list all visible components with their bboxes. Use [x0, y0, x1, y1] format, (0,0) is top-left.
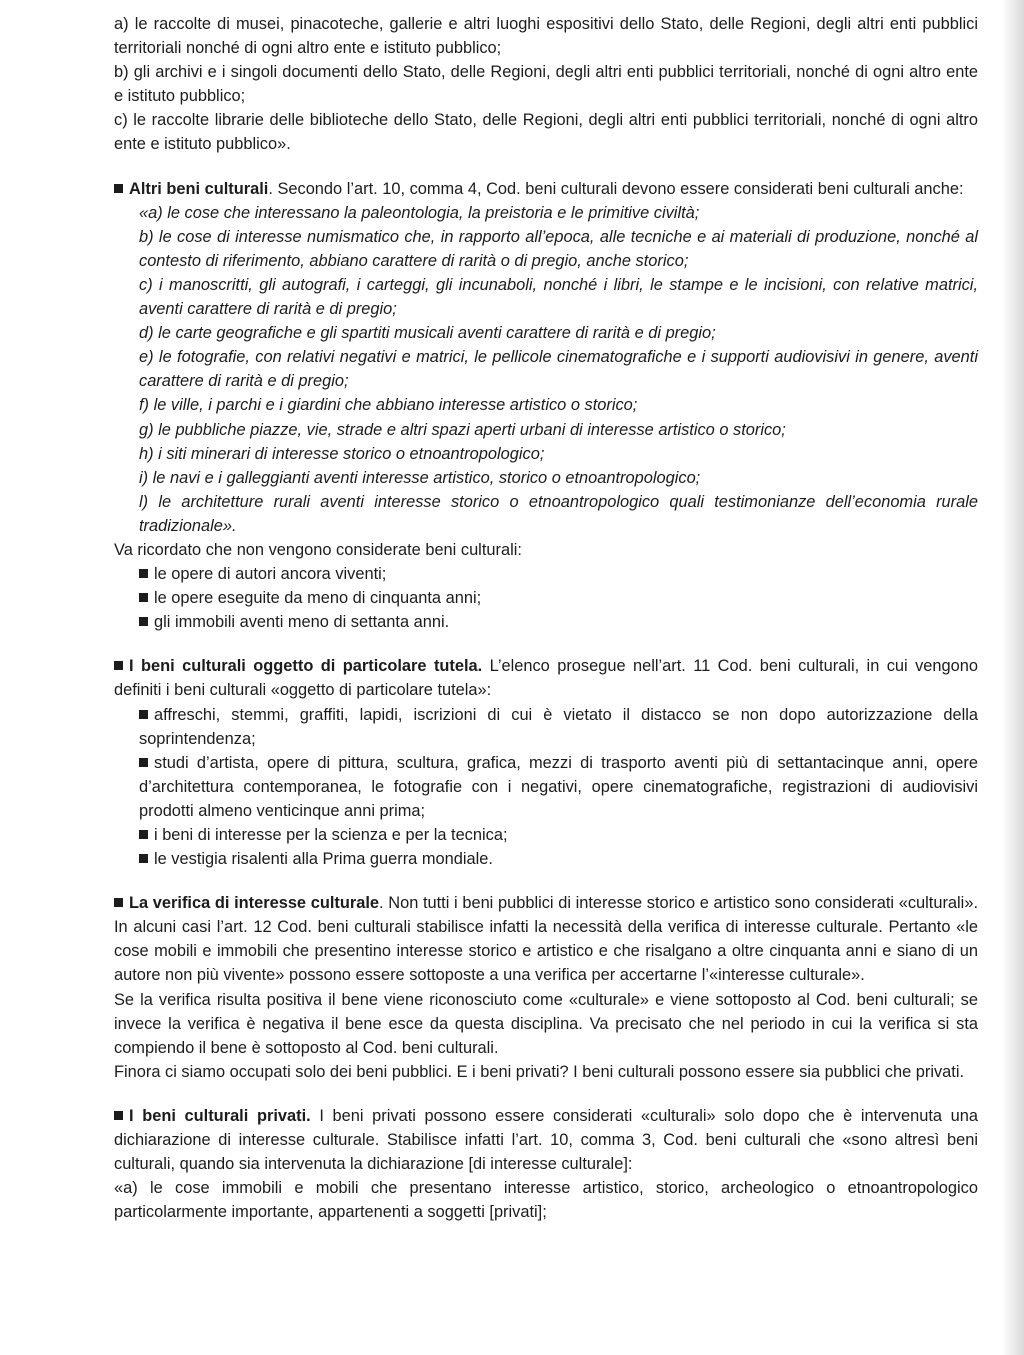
square-bullet-icon	[114, 898, 123, 907]
square-bullet-icon	[139, 593, 148, 602]
tutela-item: i beni di interesse per la scienza e per la tecnica;	[114, 823, 978, 847]
section-altri-intro	[114, 177, 978, 201]
square-bullet-icon	[139, 569, 148, 578]
square-bullet-icon	[139, 830, 148, 839]
list-item: f) le ville, i parchi e i giardini che abbiano interesse artistico o storico;	[139, 396, 638, 415]
square-bullet-icon	[139, 758, 148, 767]
list-item: h) i siti minerari di interesse storico o etnoantropologico;	[139, 444, 545, 463]
section-tutela-heading: I beni culturali oggetto di particolare tutela.	[129, 657, 483, 676]
tutela-item: studi d’artista, opere di pittura, scultura, grafica, mezzi di trasporto aventi più di settantacinque anni, opere d’architettura contemporanea, le fotografie con i negativi, opere cinematografiche, registrazioni di audiovisivi prodotti almeno venticinque anni prima;	[139, 753, 978, 820]
square-bullet-icon	[139, 617, 148, 626]
exclusion-item: le opere eseguite da meno di cinquanta anni;	[114, 586, 978, 610]
list-item: «a) le cose che interessano la paleontologia, la preistoria e le primitive civiltà;	[139, 203, 700, 222]
square-bullet-icon	[139, 854, 148, 863]
list-item: g) le pubbliche piazze, vie, strade e altri spazi aperti urbani di interesse artistico o storico;	[139, 420, 786, 439]
tutela-item: affreschi, stemmi, graffiti, lapidi, iscrizioni di cui è vietato il distacco se non dopo autorizzazione della soprintendenza;	[139, 705, 978, 748]
tutela-item: le vestigia risalenti alla Prima guerra mondiale.	[114, 847, 978, 871]
intro-item-a: a) le raccolte di musei, pinacoteche, gallerie e altri luoghi espositivi dello Stato, delle Regioni, degli altri enti pubblici territoriali nonché di ogni altro ente e istituto pubblico;	[114, 15, 978, 58]
section-verifica-intro	[114, 891, 978, 987]
document-page	[114, 12, 978, 1224]
section-altri-heading: Altri beni culturali	[129, 179, 269, 198]
square-bullet-icon	[139, 710, 148, 719]
list-item: i) le navi e i galleggianti aventi interesse artistico, storico o etnoantropologico;	[139, 468, 701, 487]
section-altri-text: . Secondo l’art. 10, comma 4, Cod. beni culturali devono essere considerati beni culturali anche:	[268, 179, 964, 198]
section-verifica-heading: La verifica di interesse culturale	[129, 894, 380, 913]
section-privati-intro	[114, 1104, 978, 1176]
section-verifica-text: . Non tutti i beni pubblici di interesse storico e artistico sono considerati «culturali». In alcuni casi l’art. 12 Cod. beni culturali stabilisce infatti la necessità della verifica di interesse culturale. Pertanto «le cose mobili e immobili che presentino interesse storico e artistico e che risalgano a oltre cinquanta anni e siano di un autore non più vivente» possono essere sottoposte a una verifica per accertarne l’«interesse culturale».	[114, 894, 978, 985]
section-verifica-para2: Se la verifica risulta positiva il bene viene riconosciuto come «culturale» e viene sottoposto al Cod. beni culturali; se invece la verifica è negativa il bene esce da questa disciplina. Va precisato che nel periodo in cui la verifica si sta compiendo il bene è sottoposto al Cod. beni culturali.	[114, 990, 978, 1057]
section-altri-note: Va ricordato che non vengono considerate beni culturali:	[114, 540, 522, 559]
list-item: d) le carte geografiche e gli spartiti musicali aventi carattere di rarità e di pregio;	[139, 324, 716, 343]
intro-item-b: b) gli archivi e i singoli documenti dello Stato, delle Regioni, degli altri enti pubblici territoriali, nonché di ogni altro ente e istituto pubblico;	[114, 63, 978, 106]
square-bullet-icon	[114, 184, 123, 193]
exclusion-item: gli immobili aventi meno di settanta anni.	[114, 610, 978, 634]
section-tutela-intro	[114, 654, 978, 702]
intro-item-c: c) le raccolte librarie delle biblioteche dello Stato, delle Regioni, degli altri enti pubblici territoriali, nonché di ogni altro ente e istituto pubblico».	[114, 111, 978, 154]
page-edge-shadow	[1002, 0, 1024, 1355]
list-item: c) i manoscritti, gli autografi, i carteggi, gli incunaboli, nonché i libri, le stampe e le incisioni, con relative matrici, aventi carattere di rarità e di pregio;	[139, 275, 978, 319]
square-bullet-icon	[114, 661, 123, 670]
square-bullet-icon	[114, 1111, 123, 1120]
section-privati-text: I beni privati possono essere considerati «culturali» solo dopo che è intervenuta una dichiarazione di interesse culturale. Stabilisce infatti l’art. 10, comma 3, Cod. beni culturali che «sono altresì beni culturali, quando sia intervenuta la dichiarazione [di interesse culturale]:	[114, 1106, 979, 1174]
section-privati-heading: I beni culturali privati.	[129, 1106, 311, 1125]
section-verifica-para3: Finora ci siamo occupati solo dei beni pubblici. E i beni privati? I beni culturali possono essere sia pubblici che privati.	[114, 1062, 965, 1081]
list-item: l) le architetture rurali aventi interesse storico o etnoantropologico quali testimonianze dell’economia rurale tradizionale».	[139, 492, 978, 535]
list-item: b) le cose di interesse numismatico che, in rapporto all’epoca, alle tecniche e ai materiali di produzione, nonché al contesto di riferimento, abbiano carattere di rarità o di pregio, anche storico;	[139, 227, 978, 270]
section-tutela-text: L’elenco prosegue nell’art. 11 Cod. beni culturali, in cui vengono definiti i beni culturali «oggetto di particolare tutela»:	[114, 657, 978, 700]
section-privati-para2: «a) le cose immobili e mobili che presentano interesse artistico, storico, archeologico o etnoantropologico particolarmente importante, appartenenti a soggetti [privati];	[114, 1179, 978, 1222]
list-item: e) le fotografie, con relativi negativi e matrici, le pellicole cinematografiche e i supporti audiovisivi in genere, aventi carattere di rarità e di pregio;	[139, 348, 978, 391]
exclusion-item: le opere di autori ancora viventi;	[114, 562, 978, 586]
